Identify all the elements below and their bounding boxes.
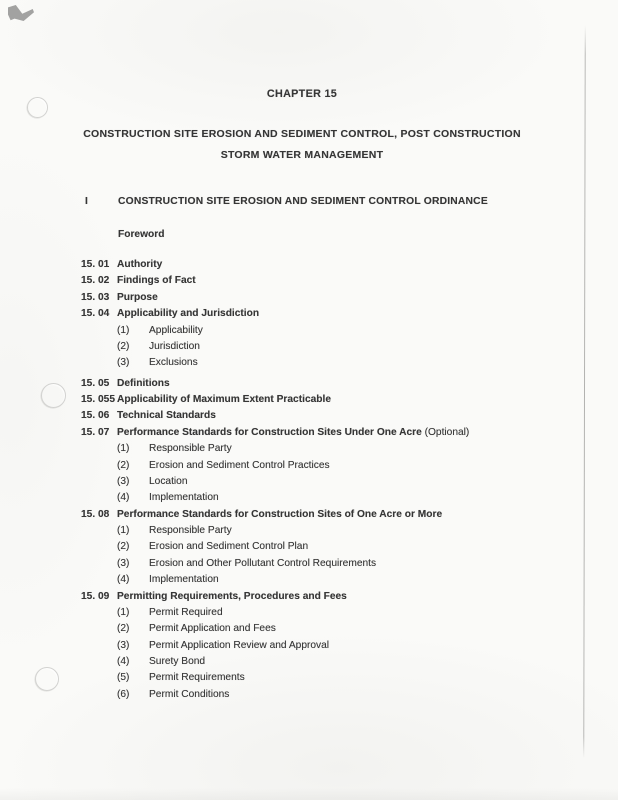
chapter-heading: CHAPTER 15 — [266, 88, 338, 100]
toc-subitem-title: Applicability — [149, 324, 203, 336]
toc-subitem-number: (3) — [117, 357, 130, 369]
toc-subitem-number: (1) — [117, 443, 130, 455]
toc-subitem — [81, 670, 571, 686]
hole-punch-bottom — [35, 667, 59, 691]
document-title — [7, 124, 597, 166]
toc-subitem-number: (2) — [117, 541, 130, 553]
toc-item-number: 15. 09 — [81, 590, 110, 602]
toc-subitem-title: Exclusions — [149, 357, 198, 369]
toc-item-title: Technical Standards — [117, 410, 216, 422]
toc-subitem-number: (5) — [117, 672, 130, 684]
toc-subitem-number: (6) — [117, 688, 130, 700]
toc-item — [81, 290, 571, 306]
toc-item-number: 15. 02 — [81, 275, 110, 287]
toc-item — [81, 376, 571, 392]
toc-subitem-title: Location — [149, 475, 188, 487]
toc-item-number: 15. 03 — [81, 291, 110, 303]
toc-subitem-number: (4) — [117, 656, 130, 667]
hole-punch-middle — [41, 383, 66, 408]
toc-subitem-number: (2) — [117, 459, 130, 471]
toc-subitem — [81, 556, 571, 572]
toc-subitem-number: (2) — [117, 340, 130, 352]
toc-item-title: Applicability and Jurisdiction — [117, 308, 260, 320]
toc-item-number: 15. 05 — [81, 377, 110, 389]
toc-subitem-number: (2) — [117, 623, 130, 635]
toc-subitem — [81, 458, 571, 474]
hole-punch-top — [27, 97, 48, 118]
toc-subitem — [81, 605, 571, 621]
toc-subitem-number: (3) — [117, 639, 130, 651]
toc-item-title: Permitting Requirements, Procedures and Fees — [117, 590, 347, 602]
toc-item — [81, 408, 571, 424]
section-row — [85, 196, 488, 207]
toc-subitem-title: Permit Conditions — [149, 688, 230, 700]
toc-subitem-title: Jurisdiction — [149, 340, 200, 352]
toc-item-number: 15. 07 — [81, 426, 110, 438]
toc-item-suffix: (Optional) — [421, 426, 470, 438]
toc-item — [81, 273, 571, 289]
toc-subitem — [81, 539, 571, 555]
document-title-line2: STORM WATER MANAGEMENT — [220, 149, 384, 161]
toc-item — [81, 425, 571, 441]
toc-subitem — [81, 523, 571, 539]
section-numeral: I — [85, 196, 88, 207]
toc-item-title: Applicability of Maximum Extent Practicable — [117, 394, 331, 405]
toc-subitem — [81, 441, 571, 457]
toc-item-number: 15. 055 — [81, 394, 115, 405]
toc-subitem-title: Erosion and Sediment Control Plan — [149, 541, 309, 553]
toc-subitem — [81, 355, 571, 371]
document-title-line1: CONSTRUCTION SITE EROSION AND SEDIMENT CONTROL, POST CONSTRUCTION — [83, 128, 521, 140]
toc-subitem-number: (1) — [117, 324, 130, 336]
toc-subitem-title: Implementation — [149, 492, 219, 504]
toc-subitem — [81, 621, 571, 637]
toc-item-title: Authority — [117, 259, 163, 270]
toc-item-number: 15. 04 — [81, 308, 110, 320]
toc-subitem-number: (3) — [117, 475, 130, 487]
foreword-label: Foreword — [118, 229, 165, 240]
toc-subitem-title: Erosion and Sediment Control Practices — [149, 459, 330, 471]
toc-subitem — [81, 572, 571, 588]
toc-item-title: Purpose — [117, 291, 158, 303]
toc-subitem-title: Permit Requirements — [149, 672, 245, 684]
toc-subitem-number: (4) — [117, 492, 130, 504]
toc-item-title: Definitions — [117, 377, 170, 389]
toc-subitem — [81, 474, 571, 490]
toc-subitem — [81, 654, 571, 670]
toc-subitem — [81, 638, 571, 654]
toc-item-title: Findings of Fact — [117, 275, 196, 287]
toc-item-number: 15. 01 — [81, 259, 110, 270]
toc-subitem-title: Responsible Party — [149, 443, 232, 455]
toc-item — [81, 507, 571, 523]
toc-subitem-number: (4) — [117, 574, 130, 586]
toc-item — [81, 589, 571, 605]
toc-item-number: 15. 08 — [81, 508, 110, 520]
toc-item — [81, 306, 571, 322]
toc-item-number: 15. 06 — [81, 410, 110, 422]
toc-subitem-title: Erosion and Other Pollutant Control Requirements — [149, 557, 377, 569]
toc-item — [81, 257, 571, 273]
toc-item-title: Performance Standards for Construction Sites Under One Acre — [117, 426, 422, 438]
toc-item — [81, 392, 571, 408]
toc-item-title: Performance Standards for Construction Sites of One Acre or More — [117, 508, 443, 520]
toc-subitem-title: Permit Application Review and Approval — [149, 639, 330, 651]
scan-smudge-mark — [8, 5, 34, 21]
toc-subitem-title: Surety Bond — [149, 656, 206, 667]
toc-subitem-title: Responsible Party — [149, 525, 232, 536]
section-heading: CONSTRUCTION SITE EROSION AND SEDIMENT CONTROL ORDINANCE — [118, 196, 488, 207]
toc-subitem-number: (3) — [117, 557, 130, 569]
toc-subitem — [81, 687, 571, 703]
toc-subitem — [81, 490, 571, 506]
toc-subitem-title: Permit Application and Fees — [149, 623, 276, 635]
toc-subitem-number: (1) — [117, 525, 130, 536]
toc-subitem — [81, 339, 571, 355]
toc-subitem-title: Implementation — [149, 574, 219, 586]
toc-subitem-title: Permit Required — [149, 606, 223, 618]
toc-subitem-number: (1) — [117, 606, 130, 618]
table-of-contents — [81, 257, 571, 703]
toc-subitem — [81, 323, 571, 339]
